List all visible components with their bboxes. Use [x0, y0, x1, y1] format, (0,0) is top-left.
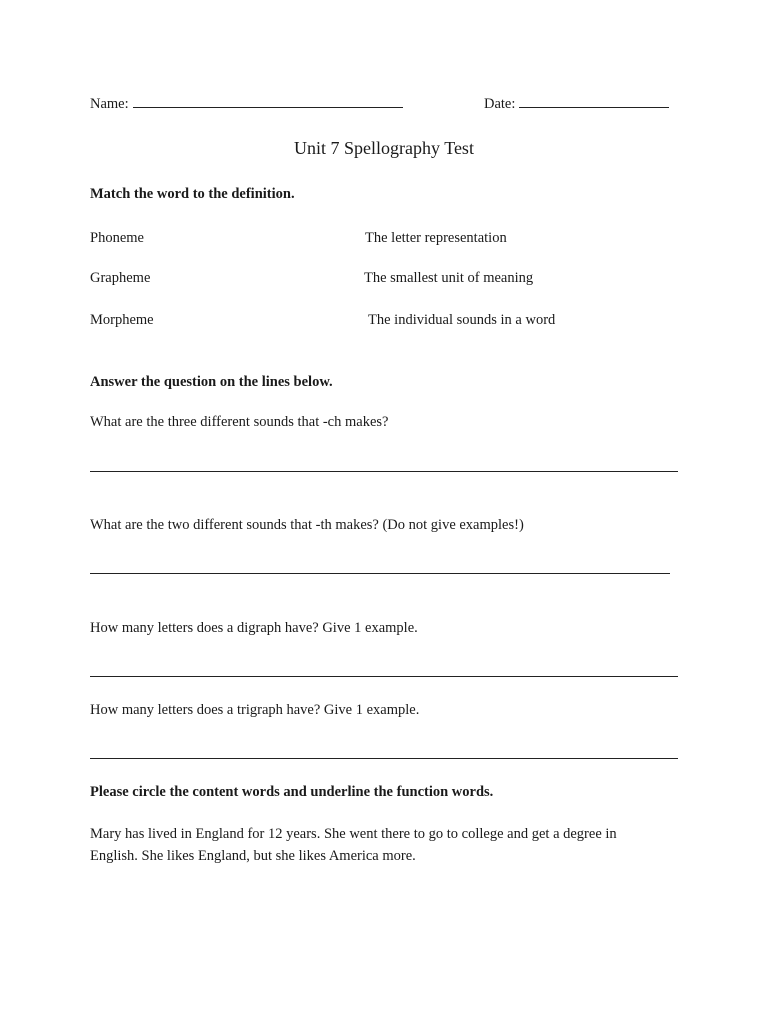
answer-line[interactable] [90, 758, 678, 759]
circle-instruction: Please circle the content words and underline the function words. [90, 784, 494, 800]
question-text: What are the three different sounds that -ch makes? [90, 414, 389, 430]
question-text: How many letters does a trigraph have? Give 1 example. [90, 702, 420, 718]
match-definition: The individual sounds in a word [368, 312, 556, 328]
match-definition: The smallest unit of meaning [364, 270, 534, 286]
answer-line[interactable] [90, 471, 678, 472]
date-field[interactable] [484, 93, 669, 113]
answer-line[interactable] [90, 676, 678, 677]
match-term: Phoneme [90, 230, 144, 246]
match-term: Grapheme [90, 270, 151, 286]
questions-instruction: Answer the question on the lines below. [90, 374, 333, 390]
match-term: Morpheme [90, 312, 154, 328]
question-text: How many letters does a digraph have? Give 1 example. [90, 620, 418, 636]
name-blank-line[interactable] [133, 93, 403, 108]
date-label: Date: [484, 96, 516, 112]
match-instruction: Match the word to the definition. [90, 186, 295, 202]
page-title: Unit 7 Spellography Test [294, 138, 474, 158]
date-blank-line[interactable] [519, 93, 669, 108]
name-label: Name: [90, 96, 129, 112]
match-definition: The letter representation [365, 230, 507, 246]
question-text: What are the two different sounds that -th makes? (Do not give examples!) [90, 517, 524, 533]
name-field[interactable] [90, 93, 403, 113]
practice-paragraph: Mary has lived in England for 12 years. She went there to go to college and get a degree in English. She likes England, but she likes America more. [90, 826, 617, 864]
answer-line[interactable] [90, 573, 670, 574]
